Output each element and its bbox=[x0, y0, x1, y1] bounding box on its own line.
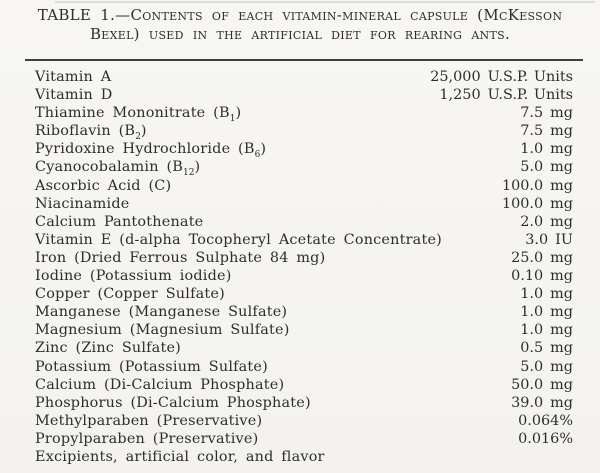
ingredient-unit: mg bbox=[550, 195, 573, 212]
ingredient-name bbox=[35, 159, 200, 178]
ingredient-amount: 2.0 bbox=[520, 213, 544, 230]
ingredient-unit: mg bbox=[550, 213, 573, 230]
ingredient-name-subscript: 1 bbox=[229, 114, 236, 125]
ingredient-name-text: Ascorbic Acid (C) bbox=[35, 177, 172, 194]
ingredient-name bbox=[35, 141, 266, 160]
ingredient-value bbox=[502, 178, 573, 194]
ingredient-name bbox=[35, 87, 113, 106]
ingredient-amount: 1.0 bbox=[520, 304, 544, 321]
ingredient-name-text: Phosphorus (Di-Calcium Phosphate) bbox=[35, 394, 311, 411]
ingredient-name-subscript: 6 bbox=[254, 150, 261, 161]
ingredient-value bbox=[520, 304, 573, 320]
ingredient-name bbox=[35, 395, 311, 414]
ingredient-name bbox=[35, 431, 258, 450]
table-row bbox=[35, 431, 573, 449]
table-row bbox=[35, 359, 573, 377]
table-row bbox=[35, 159, 573, 177]
ingredient-name-closing: ) bbox=[194, 159, 201, 176]
ingredient-value bbox=[511, 395, 573, 411]
ingredient-unit: mg bbox=[550, 268, 573, 285]
ingredient-name bbox=[35, 123, 147, 142]
table-caption bbox=[0, 0, 600, 44]
ingredient-name-text: Propylparaben (Preservative) bbox=[35, 430, 259, 447]
ingredient-unit: mg bbox=[550, 105, 573, 122]
ingredient-name bbox=[35, 322, 290, 341]
ingredient-value bbox=[520, 359, 573, 375]
ingredient-name bbox=[35, 178, 171, 197]
table-row bbox=[35, 268, 573, 286]
ingredient-unit: mg bbox=[550, 358, 573, 375]
ingredient-amount: 39.0 bbox=[511, 394, 544, 411]
ingredient-name-subscript: 12 bbox=[183, 168, 195, 179]
table-caption-line-2: Bexel) used in the artificial diet for rearing ants. bbox=[89, 25, 511, 43]
table-row bbox=[35, 286, 573, 304]
ingredient-unit: mg bbox=[550, 123, 573, 140]
ingredient-name bbox=[35, 304, 287, 323]
ingredient-amount: 100.0 bbox=[501, 195, 544, 212]
table-row bbox=[35, 449, 573, 467]
ingredient-name-text: Niacinamide bbox=[35, 195, 130, 212]
ingredient-value bbox=[439, 87, 573, 103]
ingredient-name-closing: ) bbox=[235, 105, 242, 122]
ingredient-amount: 1.0 bbox=[520, 141, 544, 158]
ingredient-value bbox=[520, 322, 573, 338]
ingredient-name-text: Thiamine Mononitrate (B bbox=[35, 105, 230, 122]
table-row bbox=[35, 377, 573, 395]
ingredient-name-text: Manganese (Manganese Sulfate) bbox=[35, 304, 288, 321]
ingredient-unit: mg bbox=[550, 304, 573, 321]
ingredient-name bbox=[35, 214, 203, 233]
ingredient-value bbox=[520, 286, 573, 302]
ingredient-name-closing: ) bbox=[140, 123, 147, 140]
ingredient-name-text: Vitamin A bbox=[35, 69, 112, 85]
ingredient-name bbox=[35, 359, 268, 378]
ingredient-value bbox=[520, 123, 573, 139]
ingredient-amount: 5.0 bbox=[520, 159, 544, 176]
ingredient-amount: 7.5 bbox=[520, 105, 544, 122]
table-row bbox=[35, 214, 573, 232]
table-row bbox=[35, 196, 573, 214]
ingredient-name-text: Riboflavin (B bbox=[35, 123, 136, 140]
table-row bbox=[35, 250, 573, 268]
table-row bbox=[35, 105, 573, 123]
table-row bbox=[35, 340, 573, 358]
ingredient-unit: mg bbox=[550, 394, 573, 411]
ingredient-name-text: Vitamin D bbox=[35, 87, 113, 104]
table-row bbox=[35, 87, 573, 105]
ingredient-name-text: Methylparaben (Preservative) bbox=[35, 412, 263, 429]
ingredient-name-text: Calcium Pantothenate bbox=[35, 213, 204, 230]
ingredient-unit: mg bbox=[550, 249, 573, 266]
ingredient-amount: 3.0 bbox=[525, 231, 549, 248]
ingredient-name-text: Pyridoxine Hydrochloride (B bbox=[35, 141, 255, 158]
ingredient-name-text: Potassium (Potassium Sulfate) bbox=[35, 358, 268, 375]
table-row bbox=[35, 304, 573, 322]
ingredient-name-text: Cyanocobalamin (B bbox=[35, 159, 184, 176]
ingredient-unit: U.S.P. Units bbox=[487, 69, 573, 85]
ingredient-unit: mg bbox=[550, 286, 573, 303]
ingredient-name-text: Vitamin E (d-alpha Tocopheryl Acetate Concentrate) bbox=[35, 231, 442, 248]
ingredient-unit: U.S.P. Units bbox=[487, 87, 573, 104]
ingredient-name bbox=[35, 268, 232, 287]
ingredient-unit: mg bbox=[550, 141, 573, 158]
ingredient-unit: IU bbox=[555, 231, 573, 248]
ingredient-value bbox=[511, 268, 573, 284]
ingredient-amount: 1,250 bbox=[439, 87, 481, 104]
ingredient-unit: mg bbox=[550, 340, 573, 357]
table-top-rule bbox=[25, 59, 583, 61]
ingredient-amount: 7.5 bbox=[520, 123, 544, 140]
ingredient-unit: mg bbox=[550, 177, 573, 194]
ingredient-name bbox=[35, 286, 225, 305]
ingredient-name-text: Copper (Copper Sulfate) bbox=[35, 286, 225, 303]
ingredient-value bbox=[511, 377, 573, 393]
ingredient-unit: mg bbox=[550, 376, 573, 393]
ingredient-unit: mg bbox=[550, 159, 573, 176]
ingredient-value bbox=[520, 159, 573, 175]
ingredient-name bbox=[35, 196, 129, 215]
table-caption-line-1: TABLE 1.—Contents of each vitamin-mineral capsule (McKesson bbox=[37, 6, 563, 24]
table-row bbox=[35, 232, 573, 250]
ingredient-value bbox=[430, 69, 573, 85]
ingredient-value bbox=[518, 431, 573, 447]
ingredient-name bbox=[35, 377, 284, 396]
ingredient-amount: 0.10 bbox=[511, 268, 544, 285]
ingredient-value bbox=[520, 141, 573, 157]
ingredient-name bbox=[35, 69, 111, 88]
ingredient-amount: 50.0 bbox=[511, 376, 544, 393]
ingredient-name-subscript: 2 bbox=[135, 132, 141, 143]
ingredient-value bbox=[518, 413, 573, 429]
ingredient-name bbox=[35, 449, 325, 468]
ingredient-amount: 0.064% bbox=[518, 412, 573, 429]
ingredient-amount: 100.0 bbox=[501, 177, 544, 194]
ingredient-amount: 1.0 bbox=[520, 322, 544, 339]
ingredient-name-text: Iodine (Potassium iodide) bbox=[35, 268, 232, 285]
ingredient-name-text: Magnesium (Magnesium Sulfate) bbox=[35, 322, 290, 339]
table-row bbox=[35, 141, 573, 159]
ingredient-name bbox=[35, 105, 241, 124]
table-row bbox=[35, 413, 573, 431]
ingredient-amount: 5.0 bbox=[520, 358, 544, 375]
table-row bbox=[35, 322, 573, 340]
ingredient-name-text: Calcium (Di-Calcium Phosphate) bbox=[35, 376, 285, 393]
ingredient-name bbox=[35, 413, 262, 432]
ingredient-amount: 1.0 bbox=[520, 286, 544, 303]
table-row bbox=[35, 395, 573, 413]
ingredient-name-text: Excipients, artificial color, and flavor bbox=[35, 448, 325, 465]
ingredient-value bbox=[502, 196, 573, 212]
ingredient-amount: 0.016% bbox=[518, 430, 573, 447]
ingredient-amount: 25.0 bbox=[511, 249, 544, 266]
ingredients-table bbox=[35, 69, 573, 467]
table-row bbox=[35, 123, 573, 141]
ingredient-unit: mg bbox=[550, 322, 573, 339]
ingredient-value bbox=[520, 214, 573, 230]
ingredient-name bbox=[35, 250, 325, 269]
scan-artifact-top-edge bbox=[55, 1, 595, 3]
ingredient-name bbox=[35, 232, 442, 251]
ingredient-amount: 0.5 bbox=[520, 340, 544, 357]
ingredient-value bbox=[520, 105, 573, 121]
ingredient-value bbox=[520, 340, 573, 356]
ingredient-name-closing: ) bbox=[260, 141, 267, 158]
ingredient-value bbox=[525, 232, 573, 248]
ingredient-name-text: Zinc (Zinc Sulfate) bbox=[35, 340, 181, 357]
ingredient-name-text: Iron (Dried Ferrous Sulphate 84 mg) bbox=[35, 249, 326, 266]
ingredient-value bbox=[511, 250, 573, 266]
table-row bbox=[35, 69, 573, 87]
ingredient-name bbox=[35, 340, 181, 359]
table-row bbox=[35, 178, 573, 196]
ingredient-amount: 25,000 bbox=[430, 69, 481, 85]
